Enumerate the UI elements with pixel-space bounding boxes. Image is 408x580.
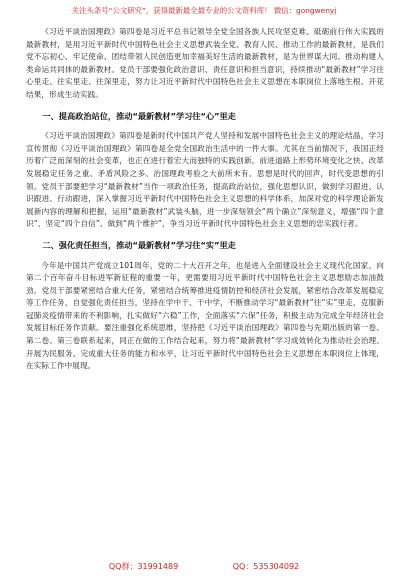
footer-contact <box>0 560 408 574</box>
qq-text: QQ：535304092 <box>232 562 300 571</box>
top-banner: 关注头条号“公文研究”，获得最新最全最专业的公文资料库！ 微信：gongwenyj <box>71 6 337 15</box>
qq-group-text: QQ群：31991489 <box>108 562 179 571</box>
section-2-paragraph: 今年是中国共产党成立101周年，党的二十大召开之年，也是进入全面建设社会主义现代化国家、向第二个百年奋斗目标进军新征程的重要一年，更需要用习近平新时代中国特色社会主义思想励志加油鼓劲。党员干部要紧密结合重大任务，紧密结合统筹推进疫情防控和经济社会发展，紧密结合改革发展稳定等工作任务，自觉强化责任担当，坚持在学中干、干中学，不断推动学习“最新教材”往“实”里走，克服新冠肺炎疫情带来的不利影响，扎实做好“六稳”工作，全面落实“六保”任务，积极主动为完成全年经济社会发展目标任务作贡献。要注重强化系统思维，坚持把《习近平谈治国理政》第四卷与先期出版的第一卷、第二卷、第三卷联系起来，同正在做的工作结合起来，努力将“最新教材”学习成效转化为推动社会治理、开展为民服务、完成重大任务的能力和水平，让习近平新时代中国特色社会主义思想在本职岗位上体现，在实际工作中展现。 <box>26 260 384 371</box>
section-2-heading: 二、强化责任担当，推动“最新教材”学习往“实”里走 <box>42 239 236 250</box>
intro-paragraph: 《习近平谈治国理政》第四卷是习近平总书记领导全党全国各族人民攻坚克难、砥砺前行伟大实践的最新教材，是用习近平新时代中国特色社会主义思想武装全党、教育人民、推动工作的最新教材，是我们党不忘初心、牢记使命、团结带领人民创造更加幸福美好生活的最新教材，是为世界谋大同、推动构建人类命运共同体的最新教材。党员干部要强化政治意识、责任意识和担当意识，持续推动“最新教材”学习往心里走、往实里走、往深里走，努力让习近平新时代中国特色社会主义思想在本职岗位上落地生根、开花结果，形成生动实践。 <box>26 27 384 99</box>
section-1-paragraph: 《习近平谈治国理政》第四卷是新时代中国共产党人坚持和发展中国特色社会主义的理论结晶，学习宣传贯彻《习近平谈治国理政》第四卷是全党全国政治生活中的一件大事。尤其在当前情况下，我国正经历着广泛而深刻的社会变革，也正在进行着宏大而独特的实践创新。前进道路上形势环境变化之快、改革发展稳定任务之重、矛盾风险之多、治国理政考验之大前所未有。思想是时代的回声，时代变思想的引领。党员干部要把学习“最新教材”当作一项政治任务，提高政治站位，强化思想认识，做到学习跟进、认识跟进、行动跟进，深入掌握习近平新时代中国特色社会主义思想的科学体系，加深对党的科学理论新发展新内容的理解和把握，运用“最新教材”武装头脑，进一步深刻领会“两个确立”深刻意义，增强“四个意识”、坚定“四个自信”、做到“两个维护”，争当习近平新时代中国特色社会主义思想的忠实践行者。 <box>26 131 384 229</box>
section-1-heading: 一、提高政治站位，推动“最新教材”学习往“心”里走 <box>42 110 236 121</box>
document-body <box>26 26 384 373</box>
